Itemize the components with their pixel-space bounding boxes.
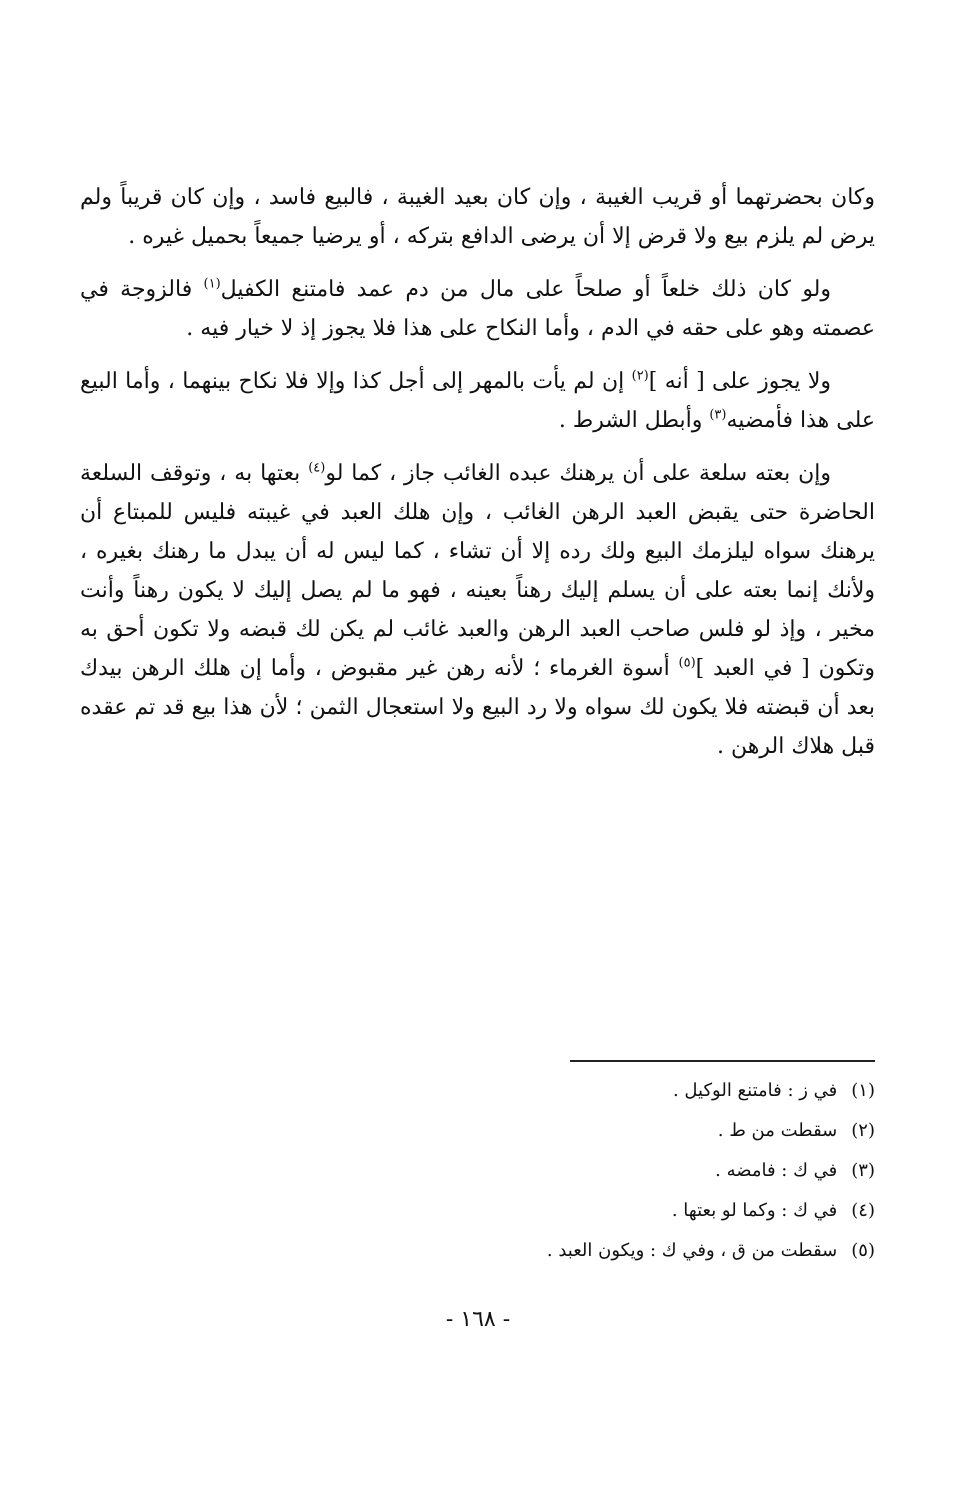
footnote-number: (٥) [851,1240,875,1261]
footnote-text: في ك : وكما لو بعتها . [671,1200,838,1221]
footnote-marker: (٢) [631,368,649,384]
footnote-divider [570,1060,875,1062]
footnotes [300,1076,875,1276]
paragraph-text: ولو كان ذلك خلعاً أو صلحاً على مال من دم عمد فامتنع الكفيل [220,277,832,302]
footnote-item [300,1116,875,1145]
footnote-number: (٣) [851,1160,875,1181]
paragraph-text: ولا يجوز على [ أنه ] [648,369,831,394]
footnote-text: سقطت من ط . [717,1120,838,1141]
footnote-marker: (٥) [678,655,696,671]
paragraph-text: وأبطل الشرط . [558,408,710,433]
paragraph-4 [80,454,875,766]
footnote-marker: (٤) [308,460,326,476]
paragraph-text: وإن بعته سلعة على أن يرهنك عبده الغائب جاز ، كما لو [325,461,831,486]
footnote-item [300,1236,875,1265]
footnote-text: في ز : فامتنع الوكيل . [672,1080,838,1101]
main-text [80,178,875,780]
footnote-item [300,1076,875,1105]
footnote-item [300,1196,875,1225]
footnote-text: في ك : فامضه . [715,1160,838,1181]
paragraph-text: بعتها به ، وتوقف السلعة الحاضرة حتى يقبض العبد الرهن الغائب ، وإن هلك العبد في غيبته فليس للمبتاع أن يرهنك سواه ليلزمك البيع ولك رده إلا أن تشاء ، كما ليس له أن يبدل ما رهنك بغيره ، ولأنك إنما بعته على أن يسلم إليك رهناً بعينه ، فهو ما لم يصل إليك لا يكون رهناً وأنت مخير ، وإذ لو فلس صاحب العبد الرهن والعبد غائب لم يكن لك قبضه ولا تكون أحق به وتكون [ في العبد ] [80,461,875,681]
paragraph-text: إن لم يأت بالمهر إلى أجل كذا وإلا فلا نكاح بينهما ، وأما البيع على هذا فأمضيه [80,369,875,433]
paragraph-text: أسوة الغرماء ؛ لأنه رهن غير مقبوض ، وأما إن هلك الرهن بيدك بعد أن قبضته فلا يكون لك سواه ولا رد البيع ولا استعجال الثمن ؛ لأن هذا بيع قد تم عقده قبل هلاك الرهن . [80,656,875,759]
paragraph-2 [80,270,875,348]
footnote-number: (١) [851,1080,875,1101]
paragraph-1 [80,178,875,256]
page-number: - ١٦٨ - [445,1307,511,1332]
footnote-item [300,1156,875,1185]
footnote-number: (٢) [851,1120,875,1141]
paragraph-3 [80,362,875,440]
footnote-number: (٤) [851,1200,875,1221]
paragraph-text: فالزوجة في عصمته وهو على حقه في الدم ، وأما النكاح على هذا فلا يجوز إذ لا خيار فيه . [80,277,875,341]
paragraph-text: وكان بحضرتهما أو قريب الغيبة ، وإن كان بعيد الغيبة ، فالبيع فاسد ، وإن كان قريباً ولم يرض لم يلزم بيع ولا قرض إلا أن يرضى الدافع بتركه ، أو يرضيا جميعاً بحميل غيره . [80,185,875,249]
footnote-text: سقطت من ق ، وفي ك : ويكون العبد . [546,1240,838,1261]
footnote-marker: (١) [203,276,221,292]
footnote-marker: (٣) [709,407,727,423]
